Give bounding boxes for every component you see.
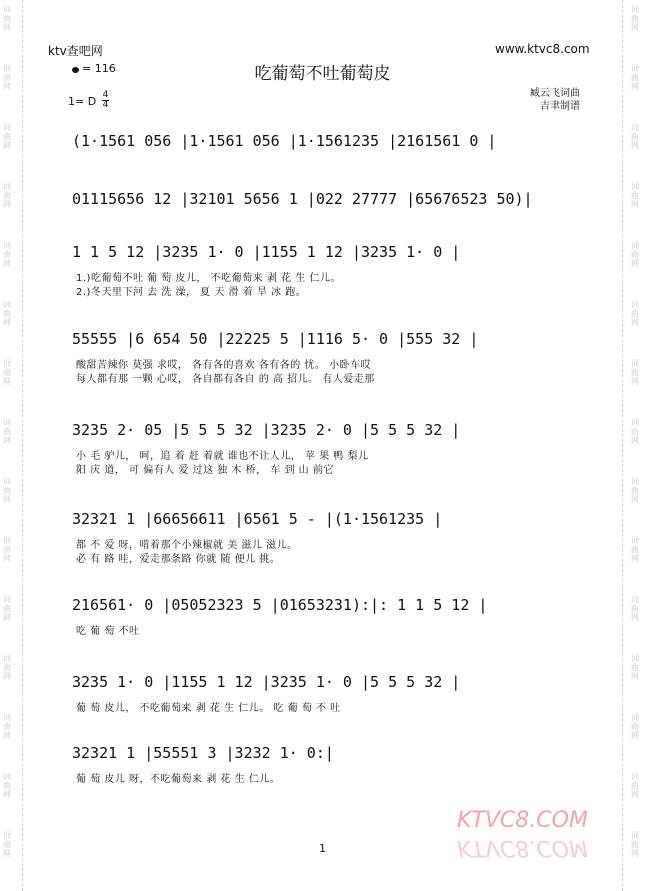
lyric-line: 酸甜苦辣你 莫强 求哎， 各有各的喜欢 各有各的 忧。 小卧车哎 xyxy=(76,360,372,371)
watermark-glyphs: 词 曲 网 xyxy=(3,831,11,858)
watermark-glyphs: 词 曲 网 xyxy=(3,359,11,386)
watermark-glyphs: 词 曲 网 xyxy=(631,241,639,268)
watermark-glyphs: 词 曲 网 xyxy=(3,300,11,327)
lyric-line: 每人都有那 一颗 心哎， 各自都有各自 的 高 招儿。 有人爱走那 xyxy=(76,374,375,385)
watermark-glyphs: 词 曲 网 xyxy=(631,772,639,799)
notation-line: 3235 1· 0 |1155 1 12 |3235 1· 0 |5 5 5 32 | xyxy=(72,673,461,691)
lyric-line: 1.)吃葡萄不吐 葡 萄 皮儿， 不吃葡萄来 剥 花 生 仁儿。 xyxy=(76,273,341,284)
credit-transcriber: 吉聿制谱 xyxy=(540,101,580,112)
watermark-glyphs: 词 曲 网 xyxy=(631,300,639,327)
lyric-line: 小 毛 驴儿， 呵，追 着 赶 着就 谁也不让人儿， 苹 果 鸭 梨儿 xyxy=(76,451,369,462)
watermark-glyphs: 词 曲 网 xyxy=(631,477,639,504)
credit-lyricist: 臧云飞词曲 xyxy=(530,88,580,99)
watermark-glyphs: 词 曲 网 xyxy=(631,123,639,150)
lyric-line: 2.)冬天里下河 去 洗 澡， 夏 天 滑 着 旱 冰 跑。 xyxy=(76,287,307,298)
watermark-glyphs: 词 曲 网 xyxy=(631,359,639,386)
watermark-glyphs: 词 曲 网 xyxy=(631,5,639,32)
watermark-glyphs: 词 曲 网 xyxy=(3,418,11,445)
watermark-glyphs: 词 曲 网 xyxy=(3,64,11,91)
tempo-value: = 116 xyxy=(82,62,116,75)
notation-line: 01115656 12 |32101 5656 1 |022 27777 |65676523 50)| xyxy=(72,190,533,208)
watermark-glyphs: 词 曲 网 xyxy=(631,595,639,622)
watermark-glyphs: 词 曲 网 xyxy=(631,64,639,91)
key-signature: 1= D xyxy=(68,95,97,108)
watermark-glyphs: 词 曲 网 xyxy=(631,418,639,445)
lyric-line: 都 不 爱 呀，啃着那个小辣椒就 美 滋儿 滋儿。 xyxy=(76,540,298,551)
brand-logo-reflection: KTVC8.COM xyxy=(457,835,588,860)
time-sig-bottom: 4 xyxy=(102,100,109,110)
lyric-line: 葡 萄 皮儿 呀，不吃葡萄来 剥 花 生 仁儿。 xyxy=(76,774,281,785)
watermark-glyphs: 词 曲 网 xyxy=(631,182,639,209)
notation-line: (1·1561 056 |1·1561 056 |1·1561235 |2161561 0 | xyxy=(72,132,497,150)
brand-logo: KTVC8.COM xyxy=(457,808,588,833)
notation-line: 32321 1 |55551 3 |3232 1· 0:| xyxy=(72,744,334,762)
watermark-glyphs: 词 曲 网 xyxy=(3,5,11,32)
notation-line: 216561· 0 |05052323 5 |01653231):|: 1 1 5 12 | xyxy=(72,596,488,614)
page-number: 1 xyxy=(319,842,326,855)
watermark-glyphs: 词 曲 网 xyxy=(631,713,639,740)
notation-line: 32321 1 |66656611 |6561 5 - |(1·1561235 | xyxy=(72,510,443,528)
watermark-glyphs: 词 曲 网 xyxy=(631,831,639,858)
notation-line: 55555 |6 654 50 |22225 5 |1116 5· 0 |555 32 | xyxy=(72,330,479,348)
notation-line: 3235 2· 05 |5 5 5 32 |3235 2· 0 |5 5 5 32 | xyxy=(72,421,461,439)
watermark-glyphs: 词 曲 网 xyxy=(3,654,11,681)
quarter-note-icon xyxy=(72,67,79,73)
time-signature xyxy=(102,91,109,110)
lyric-line: 阳 庆 道， 可 偏有人 爱 过这 独 木 桥， 车 到 山 前它 xyxy=(76,465,334,476)
time-sig-top: 4 xyxy=(102,90,109,100)
watermark-glyphs: 词 曲 网 xyxy=(3,595,11,622)
tempo-marking xyxy=(72,62,116,75)
song-title: 吃葡萄不吐葡萄皮 xyxy=(254,64,391,84)
watermark-glyphs: 词 曲 网 xyxy=(3,477,11,504)
right-dashed-border xyxy=(622,0,624,891)
watermark-glyphs: 词 曲 网 xyxy=(3,123,11,150)
watermark-glyphs: 词 曲 网 xyxy=(631,536,639,563)
watermark-glyphs: 词 曲 网 xyxy=(3,772,11,799)
watermark-glyphs: 词 曲 网 xyxy=(3,713,11,740)
watermark-glyphs: 词 曲 网 xyxy=(3,536,11,563)
watermark-glyphs: 词 曲 网 xyxy=(3,182,11,209)
lyric-line: 吃 葡 萄 不吐 xyxy=(76,626,140,637)
left-dashed-border xyxy=(22,0,24,891)
watermark-glyphs: 词 曲 网 xyxy=(3,241,11,268)
notation-line: 1 1 5 12 |3235 1· 0 |1155 1 12 |3235 1· 0 | xyxy=(72,243,461,261)
lyric-line: 必 有 路 哇，爱走那条路 你就 随 便儿 挑。 xyxy=(76,554,281,565)
lyric-line: 葡 萄 皮儿， 不吃葡萄来 剥 花 生 仁儿。 吃 葡 萄 不 吐 xyxy=(76,703,341,714)
site-name-left: ktv查吧网 xyxy=(48,44,103,58)
watermark-glyphs: 词 曲 网 xyxy=(631,654,639,681)
site-url-right: www.ktvc8.com xyxy=(495,42,590,56)
